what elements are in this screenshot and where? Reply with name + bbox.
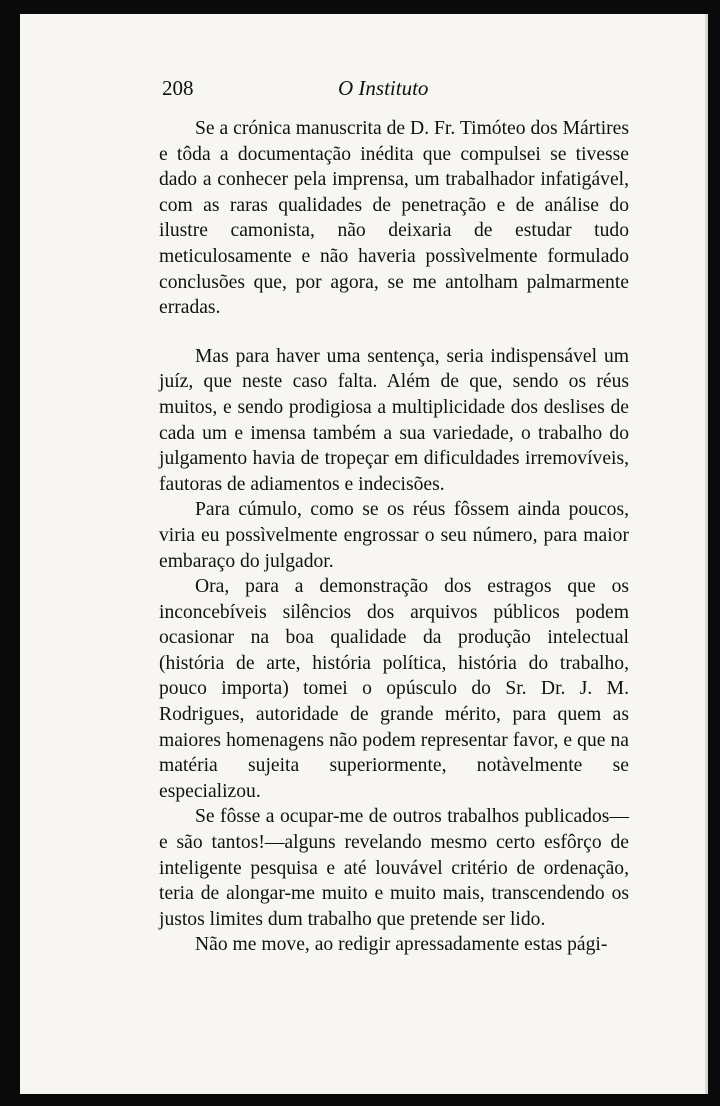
body-text [159, 116, 629, 958]
running-head [20, 76, 708, 106]
paragraph-1: Se a crónica manuscrita de D. Fr. Timóteo dos Mártires e tôda a documentação inédita que compulsei se tivesse dado a conhecer pela imprensa, um trabalhador infatigável, com as raras qualidades de penetração e de análise do ilustre camonista, não deixaria de estudar tudo meticulosamente e não haveria possìvelmente formulado conclusões que, por agora, se me antolham palmarmente erradas. [159, 118, 629, 319]
running-title: O Instituto [338, 76, 429, 100]
book-page [20, 14, 708, 1094]
paragraph-2: Mas para haver uma sentença, seria indispensável um juíz, que neste caso falta. Além de que, sendo os réus muitos, e sendo prodigiosa a multiplicidade dos deslises de cada um e imensa também a sua variedade, o trabalho do julgamento havia de tropeçar em dificuldades irremovíveis, fautoras de adiamentos e indecisões. [159, 345, 629, 495]
page-number: 208 [162, 76, 194, 100]
paragraph-3: Para cúmulo, como se os réus fôssem ainda poucos, viria eu possìvelmente engrossar o seu número, para maior embaraço do julgador. [159, 499, 629, 572]
paragraph-4: Ora, para a demonstração dos estragos que os inconcebíveis silêncios dos arquivos públicos podem ocasionar na boa qualidade da produção intelectual (história de arte, história política, história do trabalho, pouco importa) tomei o opúsculo do Sr. Dr. J. M. Rodrigues, autoridade de grande mérito, para quem as maiores homenagens não podem representar favor, e que na matéria sujeita superiormente, notàvelmente se especializou. [159, 576, 629, 802]
paragraph-6: Não me move, ao redigir apressadamente estas pági- [195, 934, 608, 956]
page-edge [705, 14, 708, 1094]
paragraph-5: Se fôsse a ocupar-me de outros trabalhos publicados— e são tantos!—alguns revelando mesmo certo esfôrço de inteligente pesquisa e até louvável critério de ordenação, teria de alongar-me muito e muito mais, transcendendo os justos limites dum trabalho que pretende ser lido. [159, 806, 629, 930]
